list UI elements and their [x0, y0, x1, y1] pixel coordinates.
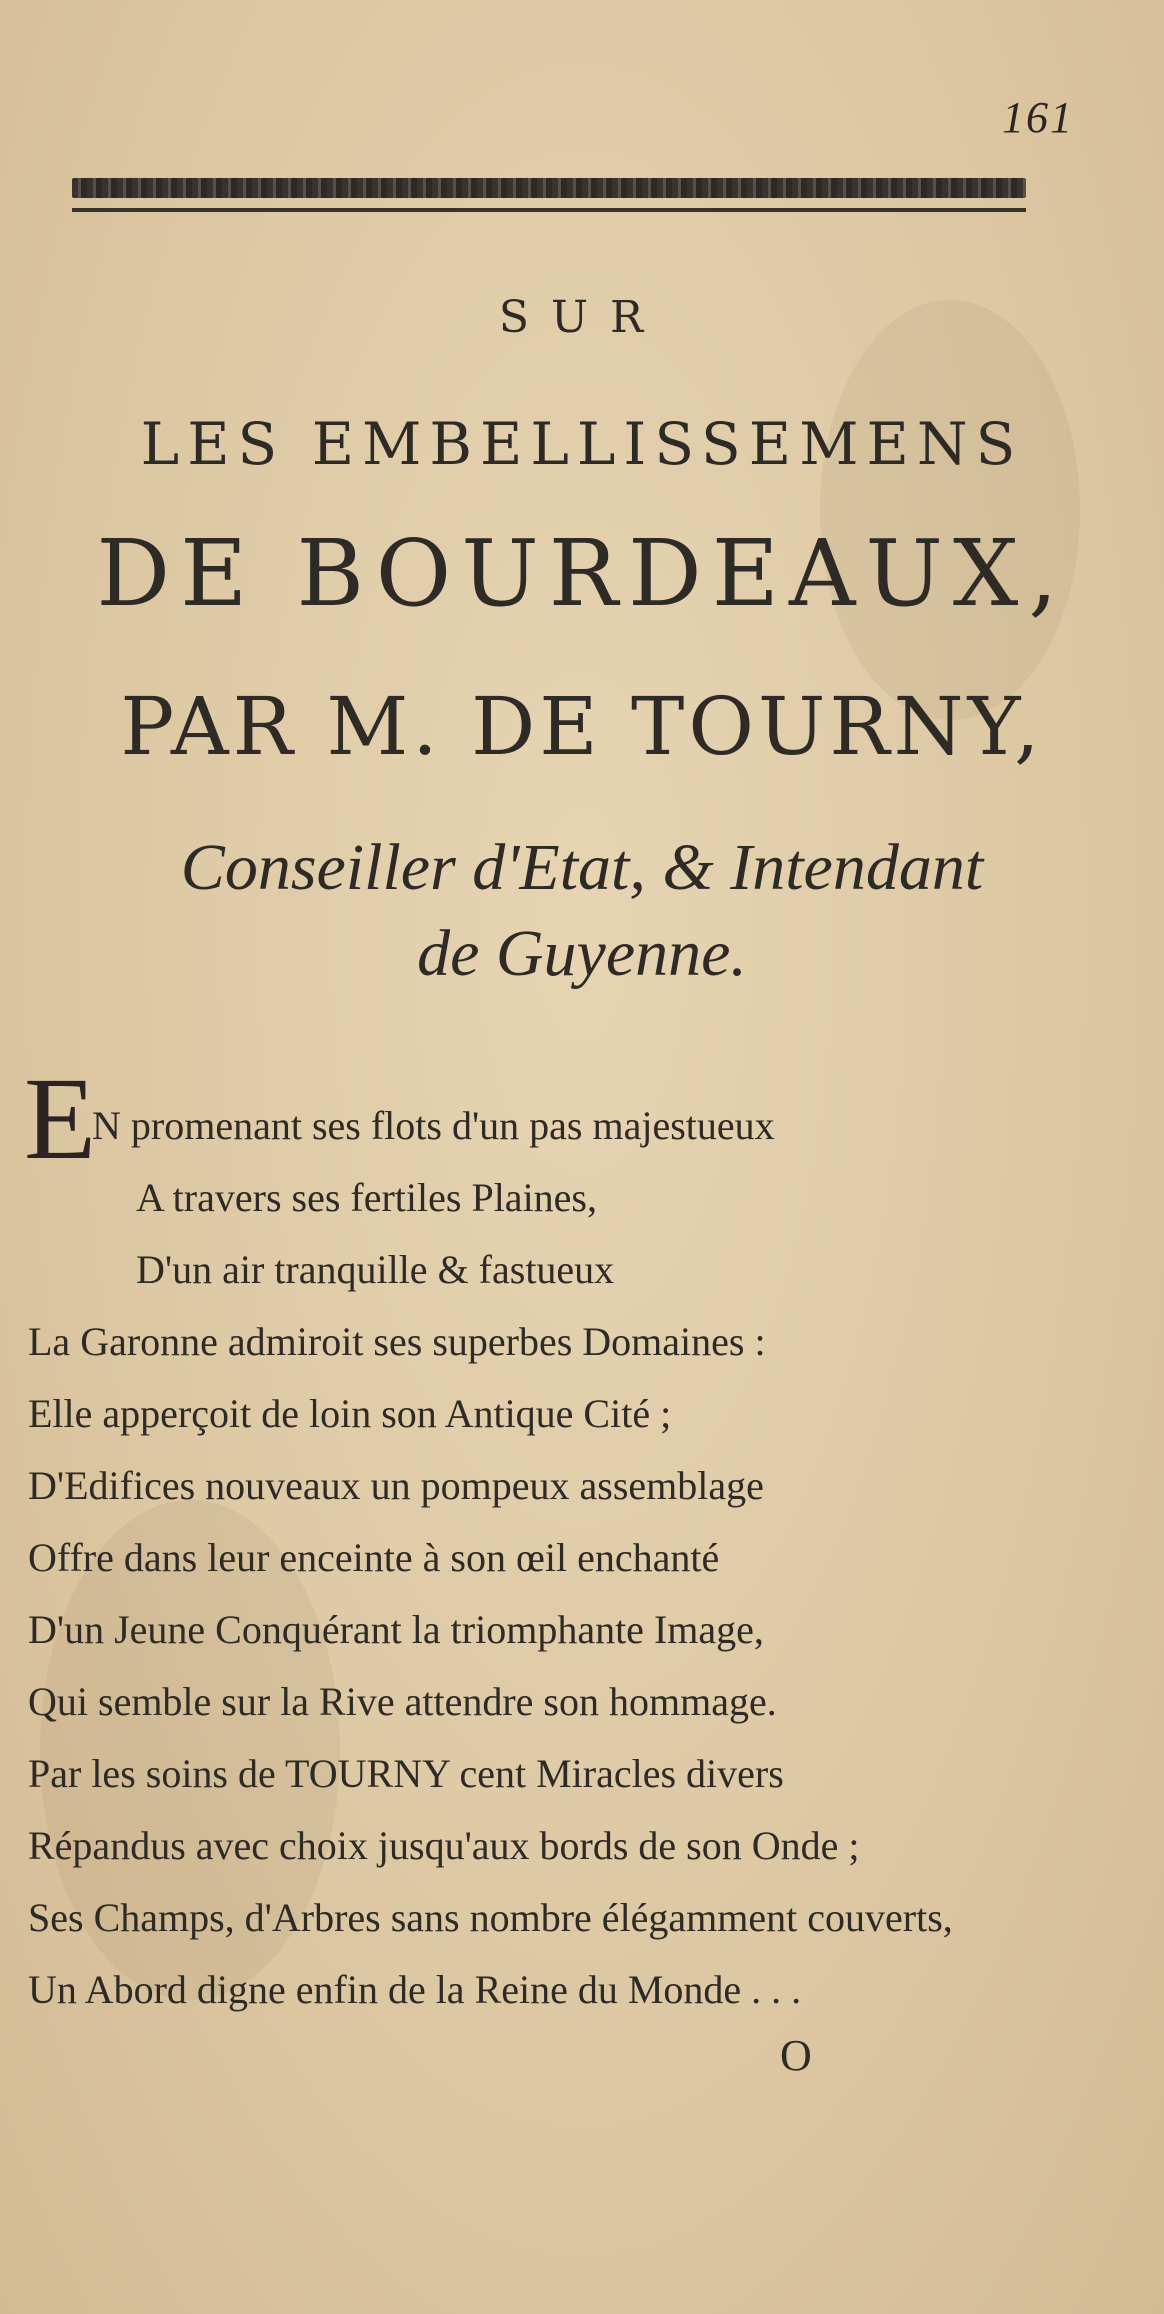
poem-line: Elle apperçoit de loin son Antique Cité ; — [28, 1391, 672, 1436]
subtitle-line-2: de Guyenne. — [417, 917, 747, 990]
poem-line: Un Abord digne enfin de la Reine du Monde . . . — [28, 1967, 802, 2012]
poem-line: La Garonne admiroit ses superbes Domaines : — [28, 1319, 766, 1364]
poem-line: Répandus avec choix jusqu'aux bords de son Onde ; — [28, 1823, 860, 1868]
title-line-embellissemens: LES EMBELLISSEMENS — [140, 410, 1024, 478]
title-line-tourny: PAR M. DE TOURNY, — [120, 680, 1044, 773]
ornamental-rule — [72, 178, 1026, 198]
title-line-sur: SUR — [498, 292, 666, 343]
poem-line: Offre dans leur enceinte à son œil enchanté — [28, 1535, 720, 1580]
thin-rule — [72, 208, 1026, 212]
poem-line: Ses Champs, d'Arbres sans nombre élégamment couverts, — [28, 1895, 953, 1940]
title-line-bourdeaux: DE BOURDEAUX, — [96, 520, 1068, 627]
poem-line: A travers ses fertiles Plaines, — [136, 1175, 597, 1220]
drop-cap: E — [24, 1053, 97, 1184]
poem-line: N promenant ses flots d'un pas majestueux — [92, 1103, 775, 1148]
poem-line: Par les soins de TOURNY cent Miracles divers — [28, 1751, 784, 1796]
poem-line: D'Edifices nouveaux un pompeux assemblage — [28, 1463, 764, 1508]
poem-line: Qui semble sur la Rive attendre son hommage. — [28, 1679, 777, 1724]
subtitle-line-1: Conseiller d'Etat, & Intendant — [180, 831, 984, 904]
catchword: O — [780, 2031, 812, 2080]
paper-stain — [820, 300, 1080, 720]
poem-line: D'un air tranquille & fastueux — [136, 1247, 615, 1292]
page-number: 161 — [1002, 93, 1074, 142]
poem-line: D'un Jeune Conquérant la triomphante Image, — [28, 1607, 764, 1652]
